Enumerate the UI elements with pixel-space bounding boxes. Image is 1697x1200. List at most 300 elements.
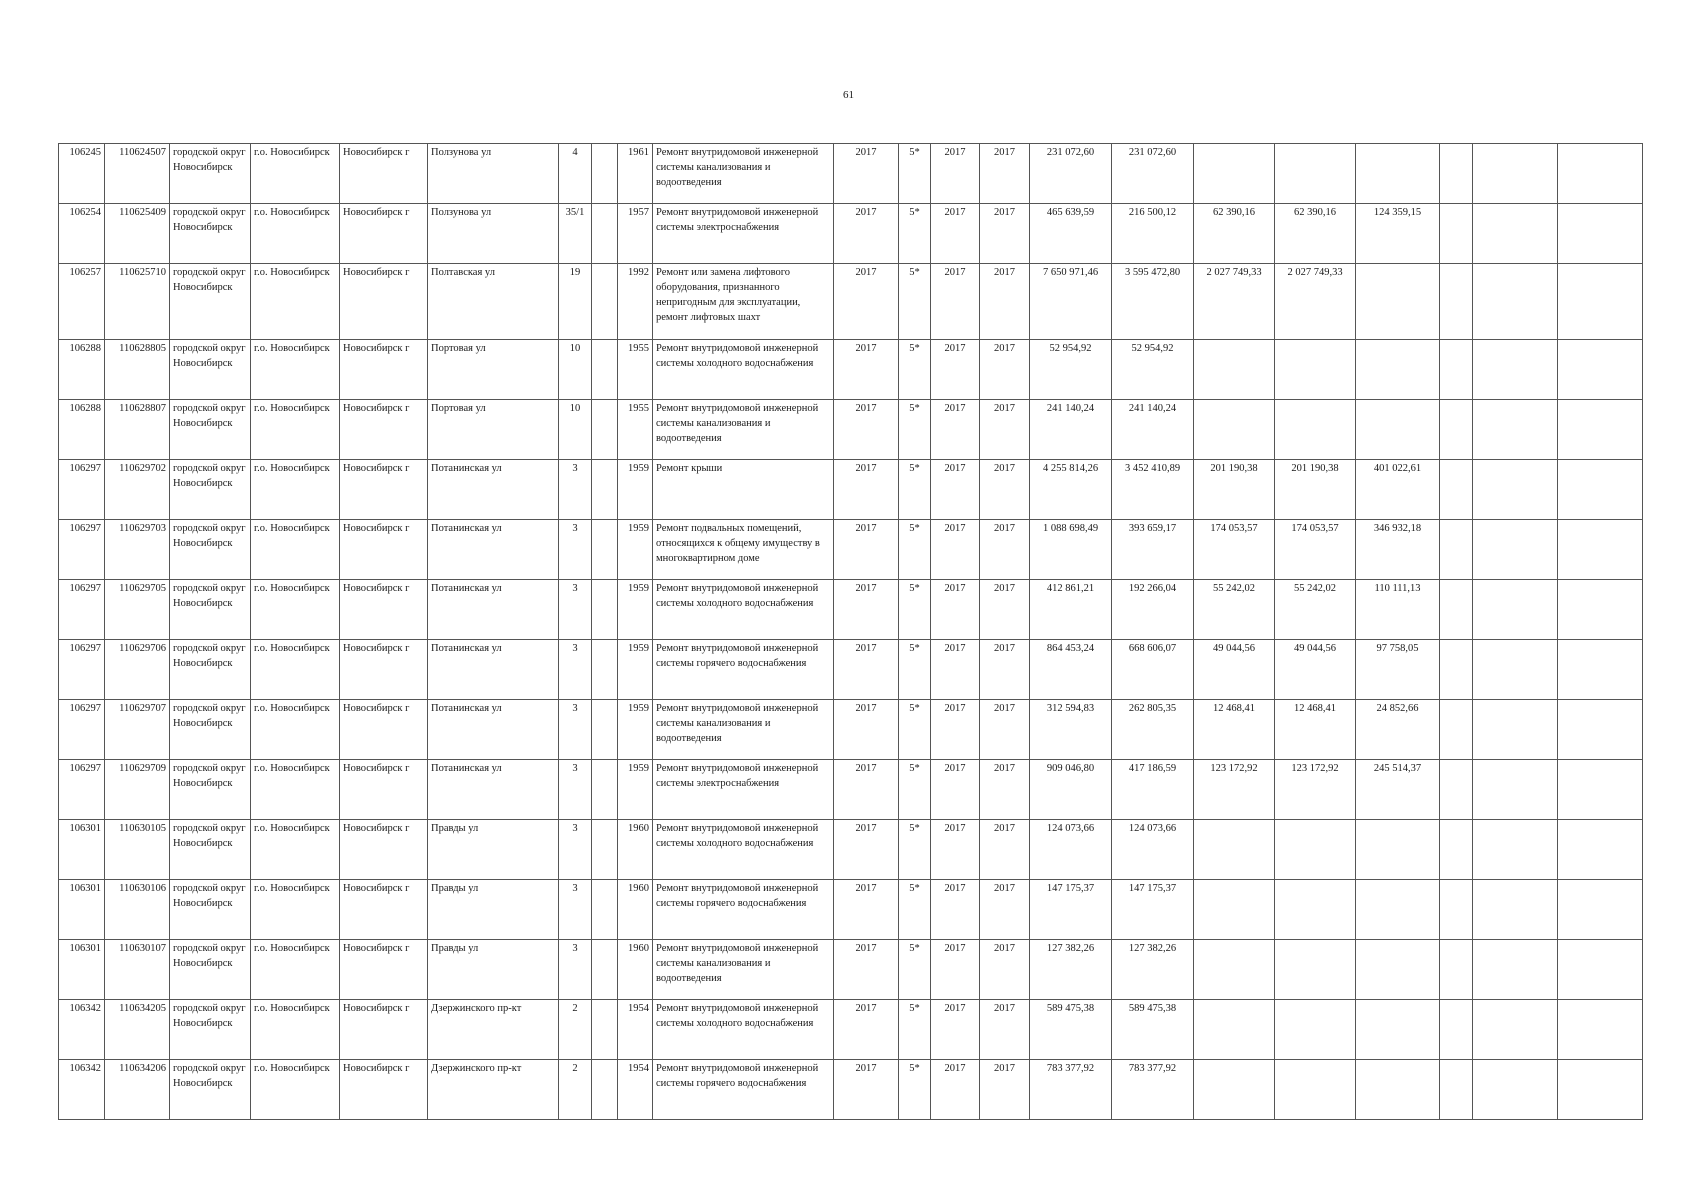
cell-end-year: 2017 <box>980 1060 1030 1120</box>
table-row <box>59 1000 1643 1060</box>
cell-work-type: Ремонт внутридомовой инженерной системы электроснабжения <box>653 204 834 264</box>
cell-object-code: 110625710 <box>105 264 170 340</box>
cell-end-year: 2017 <box>980 700 1030 760</box>
cell-city: Новосибирск г <box>340 640 428 700</box>
cell-extra-3 <box>1558 204 1643 264</box>
cell-construction-year: 1954 <box>618 1000 653 1060</box>
cell-street: Ползунова ул <box>428 144 559 204</box>
table-row <box>59 640 1643 700</box>
cell-building-letter <box>592 1000 618 1060</box>
cell-city: Новосибирск г <box>340 760 428 820</box>
cell-subsidy-1: 2 027 749,33 <box>1194 264 1275 340</box>
cell-record-id: 106245 <box>59 144 105 204</box>
cell-extra-3 <box>1558 640 1643 700</box>
cell-object-code: 110625409 <box>105 204 170 264</box>
cell-construction-year: 1960 <box>618 880 653 940</box>
cell-street: Потанинская ул <box>428 460 559 520</box>
cell-total-cost: 909 046,80 <box>1030 760 1112 820</box>
cell-fund-amount: 783 377,92 <box>1112 1060 1194 1120</box>
cell-object-code: 110630106 <box>105 880 170 940</box>
cell-start-year: 2017 <box>931 264 980 340</box>
cell-subsidy-3 <box>1356 880 1440 940</box>
cell-total-cost: 4 255 814,26 <box>1030 460 1112 520</box>
cell-fund-amount: 262 805,35 <box>1112 700 1194 760</box>
cell-subsidy-2 <box>1275 1060 1356 1120</box>
cell-start-year: 2017 <box>931 820 980 880</box>
cell-subsidy-2: 62 390,16 <box>1275 204 1356 264</box>
cell-extra-1 <box>1440 940 1473 1000</box>
cell-record-id: 106297 <box>59 580 105 640</box>
cell-start-year: 2017 <box>931 400 980 460</box>
cell-extra-2 <box>1473 460 1558 520</box>
cell-subsidy-1 <box>1194 400 1275 460</box>
cell-city: Новосибирск г <box>340 700 428 760</box>
cell-end-year: 2017 <box>980 940 1030 1000</box>
cell-street: Портовая ул <box>428 400 559 460</box>
cell-extra-3 <box>1558 1060 1643 1120</box>
cell-urban-okrug: г.о. Новосибирск <box>251 700 340 760</box>
cell-record-id: 106297 <box>59 460 105 520</box>
cell-rating: 5* <box>899 1060 931 1120</box>
cell-plan-year: 2017 <box>834 1060 899 1120</box>
cell-city: Новосибирск г <box>340 340 428 400</box>
cell-plan-year: 2017 <box>834 820 899 880</box>
cell-total-cost: 124 073,66 <box>1030 820 1112 880</box>
cell-subsidy-1: 55 242,02 <box>1194 580 1275 640</box>
cell-start-year: 2017 <box>931 144 980 204</box>
cell-total-cost: 1 088 698,49 <box>1030 520 1112 580</box>
cell-extra-3 <box>1558 1000 1643 1060</box>
cell-plan-year: 2017 <box>834 760 899 820</box>
cell-fund-amount: 417 186,59 <box>1112 760 1194 820</box>
cell-work-type: Ремонт внутридомовой инженерной системы электроснабжения <box>653 760 834 820</box>
cell-extra-2 <box>1473 700 1558 760</box>
cell-work-type: Ремонт внутридомовой инженерной системы канализования и водоотведения <box>653 700 834 760</box>
table-row <box>59 820 1643 880</box>
cell-subsidy-1 <box>1194 940 1275 1000</box>
cell-subsidy-2 <box>1275 1000 1356 1060</box>
cell-rating: 5* <box>899 640 931 700</box>
cell-building-letter <box>592 820 618 880</box>
cell-fund-amount: 124 073,66 <box>1112 820 1194 880</box>
cell-street: Потанинская ул <box>428 520 559 580</box>
cell-subsidy-1: 49 044,56 <box>1194 640 1275 700</box>
cell-work-type: Ремонт внутридомовой инженерной системы горячего водоснабжения <box>653 880 834 940</box>
cell-extra-1 <box>1440 700 1473 760</box>
cell-fund-amount: 231 072,60 <box>1112 144 1194 204</box>
cell-subsidy-3: 124 359,15 <box>1356 204 1440 264</box>
cell-start-year: 2017 <box>931 1000 980 1060</box>
cell-street: Правды ул <box>428 880 559 940</box>
table-row <box>59 204 1643 264</box>
cell-start-year: 2017 <box>931 760 980 820</box>
cell-plan-year: 2017 <box>834 580 899 640</box>
cell-subsidy-1 <box>1194 340 1275 400</box>
cell-house-number: 10 <box>559 340 592 400</box>
cell-extra-2 <box>1473 264 1558 340</box>
cell-object-code: 110634206 <box>105 1060 170 1120</box>
cell-start-year: 2017 <box>931 880 980 940</box>
cell-subsidy-3 <box>1356 820 1440 880</box>
table-row <box>59 144 1643 204</box>
cell-municipal-district: городской округ Новосибирск <box>170 520 251 580</box>
cell-start-year: 2017 <box>931 580 980 640</box>
cell-object-code: 110634205 <box>105 1000 170 1060</box>
cell-record-id: 106257 <box>59 264 105 340</box>
cell-total-cost: 412 861,21 <box>1030 580 1112 640</box>
cell-construction-year: 1959 <box>618 640 653 700</box>
cell-total-cost: 783 377,92 <box>1030 1060 1112 1120</box>
cell-subsidy-3 <box>1356 144 1440 204</box>
cell-fund-amount: 3 452 410,89 <box>1112 460 1194 520</box>
cell-building-letter <box>592 880 618 940</box>
cell-subsidy-1: 201 190,38 <box>1194 460 1275 520</box>
cell-street: Дзержинского пр-кт <box>428 1000 559 1060</box>
cell-fund-amount: 393 659,17 <box>1112 520 1194 580</box>
table-row <box>59 460 1643 520</box>
cell-extra-1 <box>1440 640 1473 700</box>
cell-rating: 5* <box>899 264 931 340</box>
cell-building-letter <box>592 460 618 520</box>
cell-extra-1 <box>1440 340 1473 400</box>
cell-total-cost: 127 382,26 <box>1030 940 1112 1000</box>
cell-urban-okrug: г.о. Новосибирск <box>251 204 340 264</box>
cell-subsidy-3: 97 758,05 <box>1356 640 1440 700</box>
cell-subsidy-2 <box>1275 144 1356 204</box>
cell-building-letter <box>592 700 618 760</box>
cell-work-type: Ремонт внутридомовой инженерной системы канализования и водоотведения <box>653 144 834 204</box>
cell-subsidy-3 <box>1356 940 1440 1000</box>
cell-building-letter <box>592 264 618 340</box>
cell-extra-3 <box>1558 820 1643 880</box>
cell-end-year: 2017 <box>980 400 1030 460</box>
cell-start-year: 2017 <box>931 640 980 700</box>
cell-extra-3 <box>1558 940 1643 1000</box>
cell-extra-1 <box>1440 820 1473 880</box>
cell-work-type: Ремонт внутридомовой инженерной системы горячего водоснабжения <box>653 1060 834 1120</box>
cell-municipal-district: городской округ Новосибирск <box>170 640 251 700</box>
cell-total-cost: 231 072,60 <box>1030 144 1112 204</box>
cell-subsidy-2 <box>1275 820 1356 880</box>
cell-extra-3 <box>1558 460 1643 520</box>
cell-subsidy-2 <box>1275 880 1356 940</box>
cell-fund-amount: 147 175,37 <box>1112 880 1194 940</box>
cell-plan-year: 2017 <box>834 340 899 400</box>
cell-total-cost: 147 175,37 <box>1030 880 1112 940</box>
cell-rating: 5* <box>899 400 931 460</box>
cell-work-type: Ремонт внутридомовой инженерной системы канализования и водоотведения <box>653 940 834 1000</box>
cell-city: Новосибирск г <box>340 940 428 1000</box>
cell-municipal-district: городской округ Новосибирск <box>170 264 251 340</box>
cell-end-year: 2017 <box>980 264 1030 340</box>
cell-rating: 5* <box>899 144 931 204</box>
cell-city: Новосибирск г <box>340 1060 428 1120</box>
cell-record-id: 106254 <box>59 204 105 264</box>
cell-plan-year: 2017 <box>834 700 899 760</box>
cell-construction-year: 1959 <box>618 460 653 520</box>
cell-record-id: 106301 <box>59 820 105 880</box>
cell-city: Новосибирск г <box>340 204 428 264</box>
cell-fund-amount: 192 266,04 <box>1112 580 1194 640</box>
cell-urban-okrug: г.о. Новосибирск <box>251 144 340 204</box>
cell-house-number: 4 <box>559 144 592 204</box>
cell-work-type: Ремонт внутридомовой инженерной системы холодного водоснабжения <box>653 820 834 880</box>
cell-building-letter <box>592 640 618 700</box>
cell-extra-2 <box>1473 400 1558 460</box>
cell-city: Новосибирск г <box>340 400 428 460</box>
page-number: 61 <box>843 89 854 101</box>
table-row <box>59 700 1643 760</box>
cell-subsidy-1 <box>1194 144 1275 204</box>
cell-rating: 5* <box>899 760 931 820</box>
cell-total-cost: 465 639,59 <box>1030 204 1112 264</box>
cell-record-id: 106342 <box>59 1060 105 1120</box>
cell-building-letter <box>592 144 618 204</box>
cell-urban-okrug: г.о. Новосибирск <box>251 520 340 580</box>
cell-fund-amount: 3 595 472,80 <box>1112 264 1194 340</box>
cell-record-id: 106297 <box>59 520 105 580</box>
cell-rating: 5* <box>899 820 931 880</box>
cell-plan-year: 2017 <box>834 264 899 340</box>
cell-construction-year: 1955 <box>618 400 653 460</box>
cell-record-id: 106297 <box>59 640 105 700</box>
cell-house-number: 3 <box>559 580 592 640</box>
cell-start-year: 2017 <box>931 204 980 264</box>
cell-end-year: 2017 <box>980 880 1030 940</box>
cell-city: Новосибирск г <box>340 820 428 880</box>
cell-house-number: 19 <box>559 264 592 340</box>
cell-extra-2 <box>1473 1060 1558 1120</box>
cell-city: Новосибирск г <box>340 460 428 520</box>
cell-record-id: 106288 <box>59 400 105 460</box>
cell-subsidy-2: 174 053,57 <box>1275 520 1356 580</box>
cell-extra-3 <box>1558 520 1643 580</box>
cell-end-year: 2017 <box>980 820 1030 880</box>
cell-extra-1 <box>1440 460 1473 520</box>
cell-work-type: Ремонт внутридомовой инженерной системы канализования и водоотведения <box>653 400 834 460</box>
cell-urban-okrug: г.о. Новосибирск <box>251 640 340 700</box>
cell-plan-year: 2017 <box>834 520 899 580</box>
cell-subsidy-2: 55 242,02 <box>1275 580 1356 640</box>
cell-house-number: 10 <box>559 400 592 460</box>
cell-city: Новосибирск г <box>340 264 428 340</box>
cell-subsidy-2: 2 027 749,33 <box>1275 264 1356 340</box>
cell-start-year: 2017 <box>931 940 980 1000</box>
cell-fund-amount: 668 606,07 <box>1112 640 1194 700</box>
cell-street: Ползунова ул <box>428 204 559 264</box>
cell-municipal-district: городской округ Новосибирск <box>170 1000 251 1060</box>
cell-house-number: 3 <box>559 520 592 580</box>
cell-subsidy-3: 401 022,61 <box>1356 460 1440 520</box>
cell-extra-3 <box>1558 700 1643 760</box>
cell-building-letter <box>592 940 618 1000</box>
cell-municipal-district: городской округ Новосибирск <box>170 144 251 204</box>
cell-subsidy-3 <box>1356 1060 1440 1120</box>
cell-rating: 5* <box>899 880 931 940</box>
cell-construction-year: 1961 <box>618 144 653 204</box>
cell-extra-1 <box>1440 880 1473 940</box>
cell-work-type: Ремонт внутридомовой инженерной системы холодного водоснабжения <box>653 1000 834 1060</box>
cell-municipal-district: городской округ Новосибирск <box>170 460 251 520</box>
cell-extra-1 <box>1440 1000 1473 1060</box>
cell-record-id: 106288 <box>59 340 105 400</box>
cell-extra-3 <box>1558 580 1643 640</box>
cell-extra-2 <box>1473 760 1558 820</box>
cell-object-code: 110628805 <box>105 340 170 400</box>
table-row <box>59 264 1643 340</box>
cell-subsidy-1: 123 172,92 <box>1194 760 1275 820</box>
cell-city: Новосибирск г <box>340 580 428 640</box>
cell-building-letter <box>592 400 618 460</box>
cell-rating: 5* <box>899 204 931 264</box>
cell-house-number: 3 <box>559 700 592 760</box>
cell-subsidy-1 <box>1194 1000 1275 1060</box>
table-row <box>59 760 1643 820</box>
table-row <box>59 940 1643 1000</box>
cell-extra-1 <box>1440 520 1473 580</box>
cell-extra-3 <box>1558 880 1643 940</box>
cell-start-year: 2017 <box>931 700 980 760</box>
cell-municipal-district: городской округ Новосибирск <box>170 204 251 264</box>
cell-construction-year: 1959 <box>618 580 653 640</box>
cell-subsidy-1 <box>1194 880 1275 940</box>
cell-house-number: 3 <box>559 940 592 1000</box>
cell-object-code: 110629702 <box>105 460 170 520</box>
cell-street: Правды ул <box>428 820 559 880</box>
cell-subsidy-2: 12 468,41 <box>1275 700 1356 760</box>
cell-extra-2 <box>1473 204 1558 264</box>
cell-subsidy-2 <box>1275 400 1356 460</box>
repair-program-table <box>58 143 1643 1120</box>
cell-subsidy-1: 62 390,16 <box>1194 204 1275 264</box>
cell-record-id: 106297 <box>59 700 105 760</box>
table-row <box>59 340 1643 400</box>
cell-record-id: 106297 <box>59 760 105 820</box>
cell-extra-3 <box>1558 400 1643 460</box>
cell-start-year: 2017 <box>931 340 980 400</box>
cell-extra-2 <box>1473 144 1558 204</box>
cell-urban-okrug: г.о. Новосибирск <box>251 460 340 520</box>
cell-construction-year: 1957 <box>618 204 653 264</box>
cell-extra-1 <box>1440 204 1473 264</box>
cell-end-year: 2017 <box>980 760 1030 820</box>
cell-subsidy-3 <box>1356 340 1440 400</box>
cell-street: Потанинская ул <box>428 760 559 820</box>
cell-work-type: Ремонт внутридомовой инженерной системы холодного водоснабжения <box>653 340 834 400</box>
cell-extra-1 <box>1440 1060 1473 1120</box>
cell-subsidy-1 <box>1194 820 1275 880</box>
cell-urban-okrug: г.о. Новосибирск <box>251 264 340 340</box>
cell-municipal-district: городской округ Новосибирск <box>170 700 251 760</box>
cell-building-letter <box>592 1060 618 1120</box>
cell-subsidy-1 <box>1194 1060 1275 1120</box>
cell-house-number: 35/1 <box>559 204 592 264</box>
cell-house-number: 2 <box>559 1000 592 1060</box>
cell-object-code: 110624507 <box>105 144 170 204</box>
cell-municipal-district: городской округ Новосибирск <box>170 400 251 460</box>
cell-construction-year: 1960 <box>618 820 653 880</box>
cell-extra-2 <box>1473 1000 1558 1060</box>
cell-construction-year: 1992 <box>618 264 653 340</box>
cell-street: Полтавская ул <box>428 264 559 340</box>
cell-extra-1 <box>1440 760 1473 820</box>
cell-building-letter <box>592 760 618 820</box>
cell-street: Потанинская ул <box>428 700 559 760</box>
cell-urban-okrug: г.о. Новосибирск <box>251 880 340 940</box>
cell-total-cost: 589 475,38 <box>1030 1000 1112 1060</box>
cell-extra-2 <box>1473 940 1558 1000</box>
cell-work-type: Ремонт или замена лифтового оборудования, признанного непригодным для эксплуатации, ремонт лифтовых шахт <box>653 264 834 340</box>
cell-work-type: Ремонт крыши <box>653 460 834 520</box>
cell-rating: 5* <box>899 460 931 520</box>
cell-subsidy-2: 49 044,56 <box>1275 640 1356 700</box>
cell-plan-year: 2017 <box>834 640 899 700</box>
cell-extra-3 <box>1558 144 1643 204</box>
cell-work-type: Ремонт внутридомовой инженерной системы холодного водоснабжения <box>653 580 834 640</box>
cell-municipal-district: городской округ Новосибирск <box>170 880 251 940</box>
cell-subsidy-3 <box>1356 400 1440 460</box>
cell-fund-amount: 241 140,24 <box>1112 400 1194 460</box>
cell-house-number: 3 <box>559 460 592 520</box>
cell-plan-year: 2017 <box>834 940 899 1000</box>
cell-house-number: 3 <box>559 760 592 820</box>
cell-urban-okrug: г.о. Новосибирск <box>251 580 340 640</box>
cell-record-id: 106342 <box>59 1000 105 1060</box>
cell-subsidy-3 <box>1356 1000 1440 1060</box>
cell-municipal-district: городской округ Новосибирск <box>170 580 251 640</box>
cell-building-letter <box>592 580 618 640</box>
table-row <box>59 1060 1643 1120</box>
cell-rating: 5* <box>899 940 931 1000</box>
cell-plan-year: 2017 <box>834 1000 899 1060</box>
cell-extra-2 <box>1473 520 1558 580</box>
cell-extra-2 <box>1473 820 1558 880</box>
cell-urban-okrug: г.о. Новосибирск <box>251 760 340 820</box>
cell-street: Дзержинского пр-кт <box>428 1060 559 1120</box>
cell-end-year: 2017 <box>980 144 1030 204</box>
cell-extra-2 <box>1473 340 1558 400</box>
cell-municipal-district: городской округ Новосибирск <box>170 340 251 400</box>
cell-extra-3 <box>1558 340 1643 400</box>
cell-construction-year: 1959 <box>618 520 653 580</box>
cell-start-year: 2017 <box>931 520 980 580</box>
cell-municipal-district: городской округ Новосибирск <box>170 820 251 880</box>
cell-urban-okrug: г.о. Новосибирск <box>251 1000 340 1060</box>
cell-rating: 5* <box>899 520 931 580</box>
cell-end-year: 2017 <box>980 1000 1030 1060</box>
cell-object-code: 110630105 <box>105 820 170 880</box>
cell-record-id: 106301 <box>59 880 105 940</box>
cell-end-year: 2017 <box>980 204 1030 264</box>
cell-house-number: 3 <box>559 820 592 880</box>
cell-object-code: 110629709 <box>105 760 170 820</box>
cell-total-cost: 864 453,24 <box>1030 640 1112 700</box>
cell-city: Новосибирск г <box>340 1000 428 1060</box>
cell-building-letter <box>592 340 618 400</box>
cell-subsidy-1: 174 053,57 <box>1194 520 1275 580</box>
cell-end-year: 2017 <box>980 580 1030 640</box>
cell-subsidy-2 <box>1275 340 1356 400</box>
cell-plan-year: 2017 <box>834 460 899 520</box>
cell-end-year: 2017 <box>980 340 1030 400</box>
cell-subsidy-2 <box>1275 940 1356 1000</box>
cell-start-year: 2017 <box>931 1060 980 1120</box>
cell-subsidy-3: 24 852,66 <box>1356 700 1440 760</box>
cell-construction-year: 1955 <box>618 340 653 400</box>
cell-municipal-district: городской округ Новосибирск <box>170 760 251 820</box>
cell-construction-year: 1960 <box>618 940 653 1000</box>
cell-object-code: 110629707 <box>105 700 170 760</box>
